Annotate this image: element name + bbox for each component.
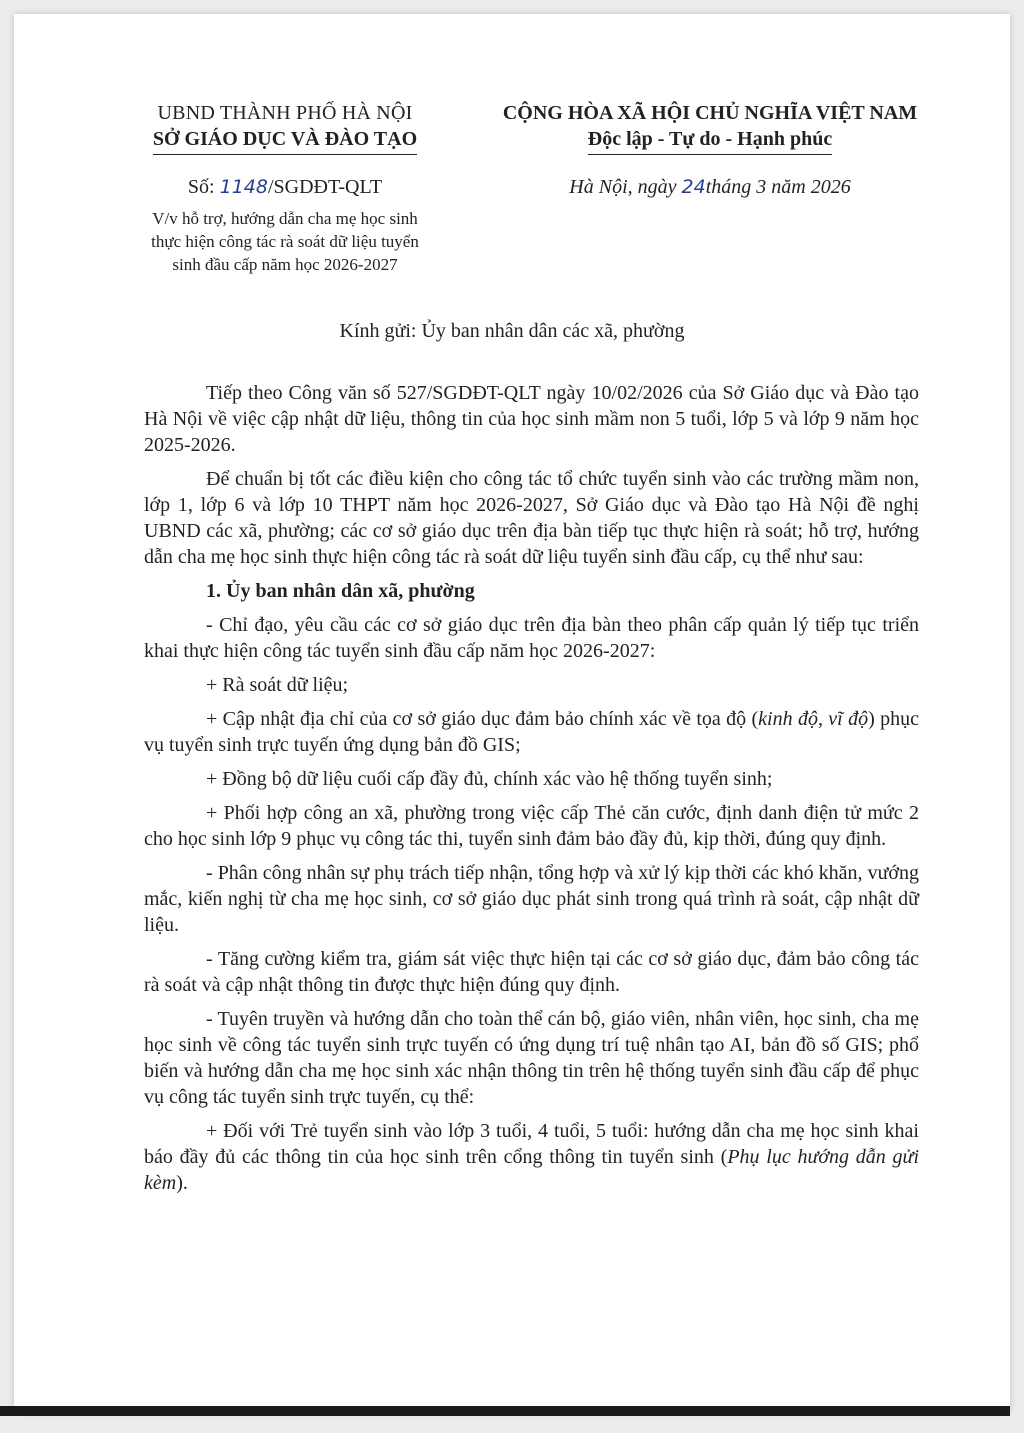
body-paragraph: - Phân công nhân sự phụ trách tiếp nhận, tổng hợp và xử lý kịp thời các khó khăn, vướng mắc, kiến nghị từ cha mẹ học sinh, cơ sở giáo dục phát sinh trong quá trình rà soát, cập nhật dữ liệu.	[144, 862, 919, 936]
document-number	[100, 175, 470, 199]
body-paragraph: Tiếp theo Công văn số 527/SGDĐT-QLT ngày 10/02/2026 của Sở Giáo dục và Đào tạo Hà Nội về việc cập nhật dữ liệu, thông tin của học sinh mầm non 5 tuổi, lớp 5 và lớp 9 năm học 2025-2026.	[144, 382, 919, 456]
body-paragraph	[144, 1118, 919, 1196]
text-segment: ).	[176, 1172, 188, 1194]
issuing-agency-block	[100, 100, 470, 276]
document-subject	[100, 207, 470, 276]
document-number-prefix: Số:	[187, 176, 220, 198]
section-heading: 1. Ủy ban nhân dân xã, phường	[206, 580, 475, 602]
scan-bottom-edge	[0, 1406, 1010, 1416]
issue-date-day-handwritten: 24	[681, 176, 706, 198]
department-name: SỞ GIÁO DỤC VÀ ĐÀO TẠO	[153, 126, 417, 155]
subject-line: V/v hỗ trợ, hướng dẫn cha mẹ học sinh	[152, 209, 418, 228]
body-paragraph: - Tuyên truyền và hướng dẫn cho toàn thể cán bộ, giáo viên, nhân viên, học sinh, cha mẹ học sinh về công tác tuyển sinh trực tuyến có ứng dụng trí tuệ nhân tạo AI, bản đồ số GIS; phổ biến và hướng dẫn cha mẹ học sinh xác nhận thông tin trên hệ thống tuyển sinh đầu cấp để phục vụ công tác tuyển sinh trực tuyến, cụ thể:	[144, 1008, 919, 1108]
issue-date-suffix: tháng 3 năm 2026	[705, 176, 851, 198]
nation-name: CỘNG HÒA XÃ HỘI CHỦ NGHĨA VIỆT NAM	[502, 102, 918, 124]
italic-text-segment: Phụ lục hướng dẫn gửi kèm	[144, 1146, 919, 1194]
body-paragraph: + Phối hợp công an xã, phường trong việc cấp Thẻ căn cước, định danh điện tử mức 2 cho học sinh lớp 9 phục vụ công tác thi, tuyển sinh đảm bảo đầy đủ, kịp thời, đúng quy định.	[144, 802, 919, 850]
body-paragraph: + Đồng bộ dữ liệu cuối cấp đầy đủ, chính xác vào hệ thống tuyển sinh;	[206, 768, 773, 790]
body-paragraph: + Rà soát dữ liệu;	[206, 674, 349, 696]
national-motto: Độc lập - Tự do - Hạnh phúc	[588, 126, 832, 155]
document-number-handwritten: 1148	[219, 176, 268, 198]
document-page	[14, 14, 1010, 1412]
body-paragraph: - Chỉ đạo, yêu cầu các cơ sở giáo dục trên địa bàn theo phân cấp quản lý tiếp tục triển khai thực hiện công tác tuyển sinh đầu cấp năm học 2026-2027:	[144, 614, 919, 662]
national-header-block	[470, 100, 950, 199]
text-segment: + Cập nhật địa chỉ của cơ sở giáo dục đảm bảo chính xác về tọa độ (	[206, 708, 759, 730]
body-paragraph: Để chuẩn bị tốt các điều kiện cho công tác tổ chức tuyển sinh vào các trường mầm non, lớp 1, lớp 6 và lớp 10 THPT năm học 2026-2027, Sở Giáo dục và Đào tạo Hà Nội đề nghị UBND các xã, phường; các cơ sở giáo dục trên địa bàn tiếp tục thực hiện rà soát; hỗ trợ, hướng dẫn cha mẹ học sinh thực hiện công tác rà soát dữ liệu tuyển sinh đầu cấp, cụ thể như sau:	[144, 468, 919, 568]
subject-line: thực hiện công tác rà soát dữ liệu tuyển	[151, 232, 419, 251]
agency-name: UBND THÀNH PHỐ HÀ NỘI	[157, 102, 413, 124]
issue-date-prefix: Hà Nội, ngày	[569, 176, 682, 198]
text-segment: ) phục vụ tuyển sinh trực tuyến ứng dụng bản đồ GIS;	[144, 708, 919, 756]
italic-text-segment: kinh độ, vĩ độ	[758, 708, 869, 730]
body-paragraph	[144, 706, 919, 758]
issue-date	[470, 175, 950, 199]
document-body	[144, 380, 919, 1204]
text-segment: + Đối với Trẻ tuyển sinh vào lớp 3 tuổi, 4 tuổi, 5 tuổi: hướng dẫn cha mẹ học sinh khai báo đầy đủ các thông tin của học sinh trên cổng thông tin tuyển sinh (	[144, 1120, 919, 1168]
body-paragraph: - Tăng cường kiểm tra, giám sát việc thực hiện tại các cơ sở giáo dục, đảm bảo công tác rà soát và cập nhật thông tin được thực hiện đúng quy định.	[144, 948, 919, 996]
recipient-line: Kính gửi: Ủy ban nhân dân các xã, phường	[339, 320, 685, 342]
subject-line: sinh đầu cấp năm học 2026-2027	[172, 255, 398, 274]
document-number-suffix: /SGDĐT-QLT	[267, 176, 383, 198]
